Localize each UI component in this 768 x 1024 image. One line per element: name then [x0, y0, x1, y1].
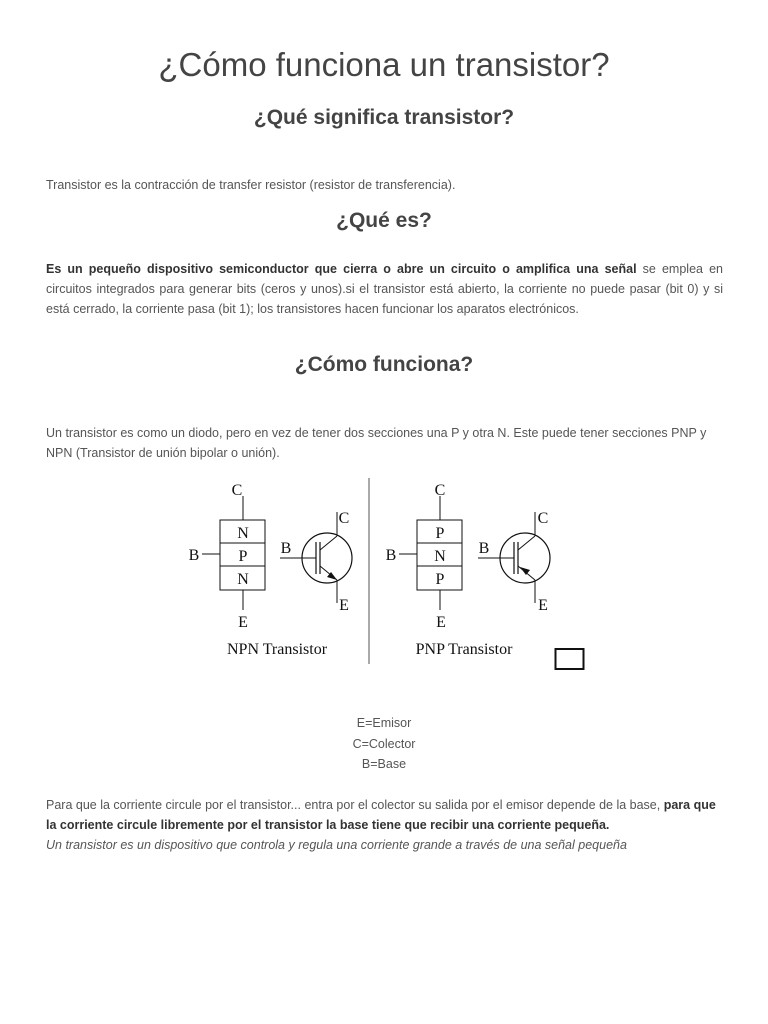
- section-heading-what: ¿Qué es?: [336, 209, 432, 232]
- legend-base: B=Base: [361, 757, 407, 771]
- pnp-block-e-label: E: [436, 614, 446, 631]
- final-bold-text: para que la corriente circule libremente por el transistor la base tiene que recibir una corriente pequeña.: [46, 798, 716, 832]
- npn-symbol-c-label: C: [338, 510, 350, 527]
- abbreviation-legend: [0, 713, 768, 775]
- section-heading-meaning: ¿Qué significa transistor?: [253, 106, 515, 129]
- npn-symbol-e-label: E: [339, 597, 349, 614]
- meaning-paragraph: Transistor es la contracción de transfer resistor (resistor de transferencia).: [46, 178, 456, 192]
- npn-block-c-label: C: [231, 482, 243, 499]
- npn-block-e-label: E: [238, 614, 248, 631]
- legend-colector: C=Colector: [352, 736, 416, 751]
- legend-emisor: E=Emisor: [356, 716, 412, 730]
- what-paragraph: [46, 259, 723, 319]
- final-text-start: Para que la corriente circule por el transistor... entra por el colector su salida por el emisor depende de la base,: [46, 798, 664, 812]
- pnp-block-b-label: B: [385, 547, 397, 564]
- section-heading-how: ¿Cómo funciona?: [294, 353, 474, 376]
- npn-layer-2: P: [238, 548, 248, 565]
- pnp-layer-3: P: [435, 571, 445, 588]
- pnp-symbol-e-label: E: [538, 597, 548, 614]
- pnp-block-c-label: C: [434, 482, 446, 499]
- npn-layer-1: N: [237, 525, 249, 542]
- pnp-layer-1: P: [435, 525, 445, 542]
- pnp-symbol-b-label: B: [478, 540, 490, 557]
- final-italic-text: Un transistor es un dispositivo que controla y regula una corriente grande a través de una señal pequeña: [46, 838, 627, 852]
- empty-box: [556, 649, 584, 669]
- npn-diagram: [189, 482, 352, 658]
- pnp-caption: PNP Transistor: [415, 641, 513, 658]
- transistor-diagram: [180, 476, 600, 671]
- what-rest-text: se emplea en circuitos integrados para generar bits (ceros y unos).si el transistor está abierto, la corriente no puede pasar (bit 0) y si está cerrado, la corriente pasa (bit 1); los transistores hacen funcionar los aparatos electrónicos.: [46, 262, 723, 316]
- pnp-symbol-c-label: C: [537, 510, 549, 527]
- npn-caption: NPN Transistor: [226, 641, 328, 658]
- page-title: ¿Cómo funciona un transistor?: [158, 46, 610, 83]
- npn-layer-3: N: [237, 571, 249, 588]
- npn-symbol-b-label: B: [280, 540, 292, 557]
- how-paragraph: Un transistor es como un diodo, pero en vez de tener dos secciones una P y otra N. Este puede tener secciones PNP y NPN (Transistor de unión bipolar o unión).: [46, 426, 707, 460]
- final-paragraph: [46, 795, 723, 855]
- pnp-layer-2: N: [434, 548, 446, 565]
- npn-block-b-label: B: [188, 547, 200, 564]
- what-bold-text: Es un pequeño dispositivo semiconductor que cierra o abre un circuito o amplifica una señal: [46, 262, 637, 276]
- pnp-diagram: [386, 482, 550, 658]
